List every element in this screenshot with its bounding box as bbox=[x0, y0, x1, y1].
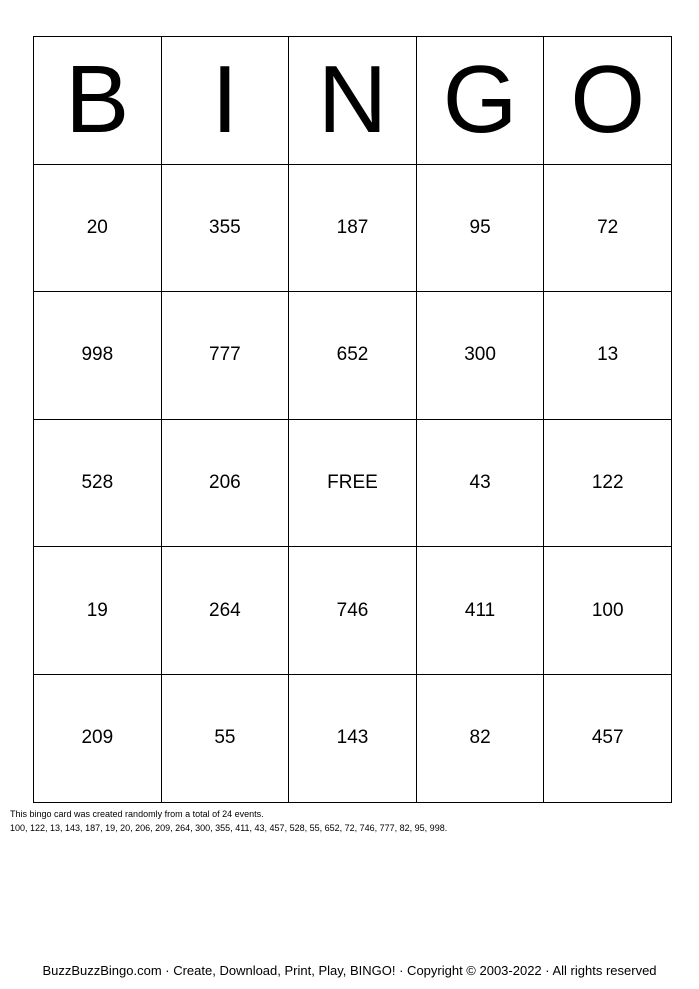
bingo-cell: 19 bbox=[34, 547, 162, 675]
bingo-cell: 82 bbox=[416, 674, 544, 802]
bingo-cell: 187 bbox=[289, 164, 417, 292]
bingo-cell: 777 bbox=[161, 292, 289, 420]
bingo-cell: 72 bbox=[544, 164, 672, 292]
bingo-cell: 206 bbox=[161, 419, 289, 547]
bingo-cell: 20 bbox=[34, 164, 162, 292]
page-footer: BuzzBuzzBingo.com · Create, Download, Print, Play, BINGO! · Copyright © 2003-2022 · All rights reserved bbox=[42, 963, 657, 978]
bingo-row bbox=[34, 164, 672, 292]
free-space-cell: FREE bbox=[289, 419, 417, 547]
bingo-header-row bbox=[34, 37, 672, 165]
bingo-cell: 264 bbox=[161, 547, 289, 675]
header-letter-o: O bbox=[544, 37, 672, 165]
note-event-list: 100, 122, 13, 143, 187, 19, 20, 206, 209, 264, 300, 355, 411, 43, 457, 528, 55, 652, 72, 746, 777, 82, 95, 998. bbox=[10, 823, 448, 833]
bingo-cell: 457 bbox=[544, 674, 672, 802]
bingo-cell: 122 bbox=[544, 419, 672, 547]
bingo-cell: 95 bbox=[416, 164, 544, 292]
bingo-row bbox=[34, 419, 672, 547]
bingo-cell: 100 bbox=[544, 547, 672, 675]
header-letter-b: B bbox=[34, 37, 162, 165]
bingo-row bbox=[34, 292, 672, 420]
bingo-cell: 998 bbox=[34, 292, 162, 420]
bingo-card bbox=[33, 36, 672, 803]
bingo-cell: 13 bbox=[544, 292, 672, 420]
bingo-cell: 411 bbox=[416, 547, 544, 675]
bingo-cell: 528 bbox=[34, 419, 162, 547]
header-letter-n: N bbox=[289, 37, 417, 165]
note-summary: This bingo card was created randomly from a total of 24 events. bbox=[10, 809, 264, 819]
bingo-cell: 746 bbox=[289, 547, 417, 675]
bingo-row bbox=[34, 547, 672, 675]
bingo-cell: 300 bbox=[416, 292, 544, 420]
bingo-cell: 43 bbox=[416, 419, 544, 547]
bingo-cell: 209 bbox=[34, 674, 162, 802]
header-letter-i: I bbox=[161, 37, 289, 165]
bingo-cell: 355 bbox=[161, 164, 289, 292]
bingo-cell: 55 bbox=[161, 674, 289, 802]
bingo-cell: 652 bbox=[289, 292, 417, 420]
bingo-row bbox=[34, 674, 672, 802]
bingo-cell: 143 bbox=[289, 674, 417, 802]
header-letter-g: G bbox=[416, 37, 544, 165]
card-generation-note bbox=[10, 807, 690, 835]
